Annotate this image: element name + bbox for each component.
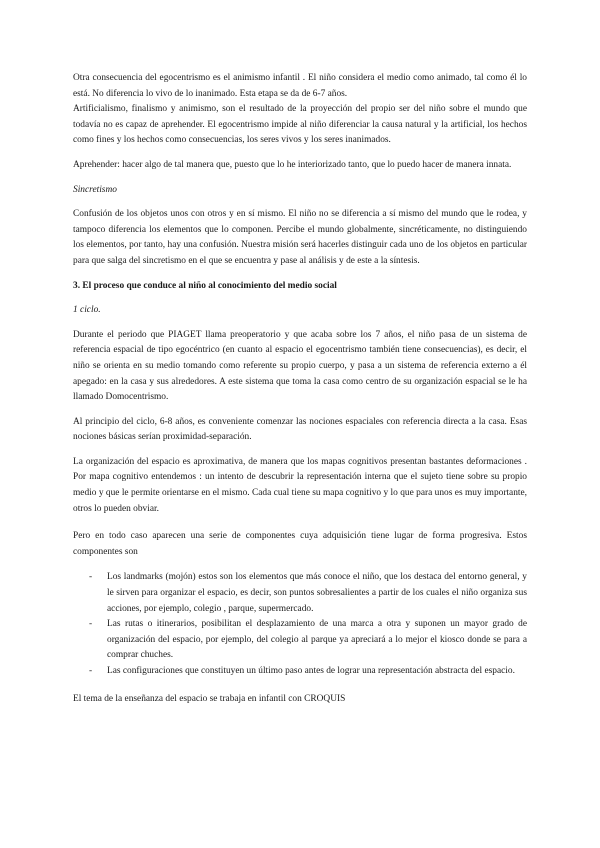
- list-item-text: Las rutas o itinerarios, posibilitan el desplazamiento de una marca a otra y suponen un mayor grado de organización del espacio, por ejemplo, del colegio al parque ya apreciará a lo mejor el kiosco donde se para a comprar chuches.: [107, 619, 527, 661]
- list-marker: -: [89, 619, 93, 630]
- list-item: [89, 570, 527, 617]
- paragraph-artificialismo: Artificialismo, finalismo y animismo, son el resultado de la proyección del propio ser del niño sobre el mundo que todavía no es capaz de aprehender. El egocentrismo impide al niño diferenciar la causa natural y la artificial, los hechos como fines y los hechos como consecuencias, los seres vivos y los seres inanimados.: [73, 104, 527, 146]
- heading-sincretismo: Sincretismo: [73, 184, 117, 195]
- paragraph-sincretismo: Confusión de los objetos unos con otros y en sí mismo. El niño no se diferencia a sí mismo del mundo que le rodea, y tampoco diferencia los elementos que lo componen. Percibe el mundo globalmente, sincréticamente, no distinguiendo los elementos, por tanto, hay una confusión. Nuestra misión será hacerles distinguir cada uno de los objetos en particular para que salga del sincretismo en el que se encuentra y pase al análisis y de este a la síntesis.: [73, 209, 527, 266]
- list-item-text: Los landmarks (mojón) estos son los elementos que más conoce el niño, que los destaca del entorno general, y le sirven para organizar el espacio, es decir, son puntos sobresalientes a partir de los cuales el niño organiza sus acciones, por ejemplo, colegio , parque, supermercado.: [107, 572, 527, 614]
- list-item: [89, 664, 527, 680]
- paragraph-croquis: El tema de la enseñanza del espacio se trabaja en infantil con CROQUIS: [73, 693, 346, 704]
- heading-ciclo: 1 ciclo.: [73, 305, 101, 316]
- components-list: [73, 570, 527, 679]
- list-item: [89, 617, 527, 664]
- paragraph-animismo: Otra consecuencia del egocentrismo es el animismo infantil . El niño considera el medio como animado, tal como él lo está. No diferencia lo vivo de lo inanimado. Esta etapa se da de 6-7 años.: [73, 73, 527, 99]
- list-marker: -: [89, 666, 93, 676]
- paragraph-principio-ciclo: Al principio del ciclo, 6-8 años, es conveniente comenzar las nociones espaciales con referencia directa a la casa. Esas nociones básicas serían proximidad-separación.: [73, 416, 527, 443]
- section-heading: 3. El proceso que conduce al niño al conocimiento del medio social: [73, 280, 337, 291]
- paragraph-aprehender: Aprehender: hacer algo de tal manera que, puesto que lo he interiorizado tanto, que lo puedo hacer de manera innata.: [73, 159, 512, 170]
- list-marker: -: [89, 572, 93, 583]
- paragraph-preoperatorio: Durante el periodo que PIAGET llama preoperatorio y que acaba sobre los 7 años, el niño pasa de un sistema de referencia espacial de tipo egocéntrico (en cuanto al espacio el egocentrismo también tiene consecuencias), es decir, el niño se orienta en su medio tomando como referente su propio cuerpo, y pasa a un sistema de referencia externo a él apegado: en la casa y sus alrededores. A este sistema que toma la casa como centro de su organización espacial se le ha llamado Domocentrismo.: [73, 329, 527, 403]
- paragraph-componentes: Pero en todo caso aparecen una serie de componentes cuya adquisición tiene lugar de forma progresiva. Estos componentes son: [73, 531, 527, 557]
- list-item-text: Las configuraciones que constituyen un último paso antes de lograr una representación abstracta del espacio.: [107, 666, 515, 676]
- paragraph-organizacion-espacio: La organización del espacio es aproximativa, de manera que los mapas cognitivos presentan bastantes deformaciones . Por mapa cognitivo entendemos : un intento de descubrir la representación interna que el sujeto tiene sobre su propio medio y que le permite orientarse en el mismo. Cada cual tiene su mapa cognitivo y lo que para unos es muy importante, otros lo pueden obviar.: [73, 456, 527, 514]
